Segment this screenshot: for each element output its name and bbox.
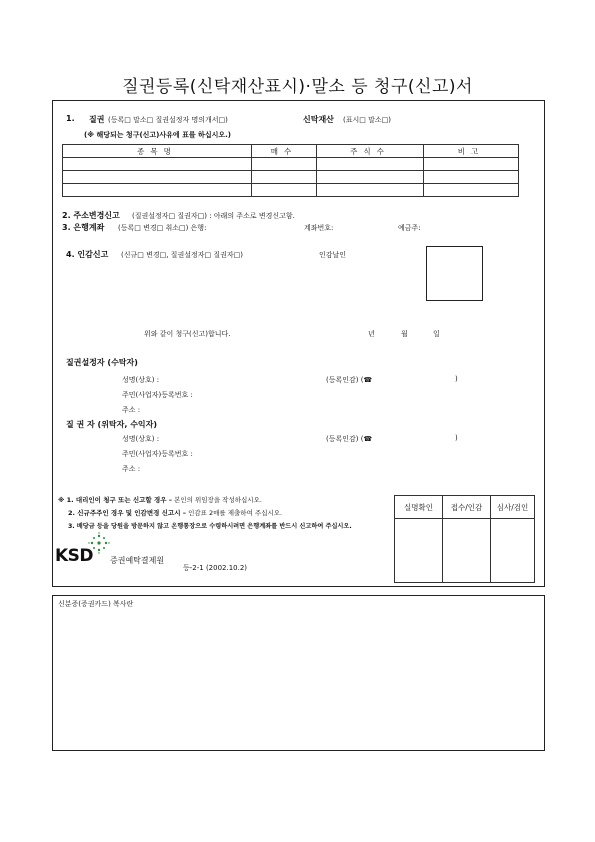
pledgor-heading: 질권설정자 (수탁자) [66,358,138,367]
pledgee-seal-phone: (등록인감) (☎ [326,435,373,443]
sec2-text: (질권설정자□ 질권자□) : 아래의 주소로 변경신고함. [132,212,295,220]
col-count: 매수 [252,145,317,158]
table-row [63,184,519,197]
col-shares: 주식수 [317,145,424,158]
sec4-label: 4. 인감신고 [66,250,109,259]
trust-label: 신탁재산 [303,115,334,124]
pledgee-id-label: 주민(사업자)등록번호 : [122,450,193,458]
pledgor-name-label: 성명(상호) : [122,376,160,384]
id-copy-area[interactable] [52,595,545,751]
seal-stamp-box[interactable] [426,246,483,301]
pledgor-seal-phone: (등록인감) (☎ [326,376,373,384]
pledgee-phone-close: ) [455,434,458,442]
sec3-text: (등록□ 변경□ 취소□) 은행: [118,224,207,232]
date-day: 일 [433,330,440,338]
securities-table [62,144,519,197]
receipt-seal-cell[interactable] [443,519,491,583]
col-receipt-seal: 접수/인감 [443,496,491,519]
table-row [63,158,519,171]
note-2: 2. 신규주주인 경우 및 인감변경 신고시 – 인감표 2매를 제출하여 주십시오. [68,509,283,517]
ksd-logo: KSD [55,546,94,566]
pledgee-heading: 질 권 자 (위탁자, 수익자) [66,420,158,429]
table-row [63,171,519,184]
request-statement: 위와 같이 청구(신고)합니다. [144,330,231,338]
pledgee-name-label: 성명(상호) : [122,435,160,443]
date-month: 월 [401,330,408,338]
id-verification-cell[interactable] [395,519,443,583]
review-approval-cell[interactable] [491,519,535,583]
note-3: 3. 배당금 등을 당원을 방문하지 않고 온행통장으로 수령하시려면 은행계좌를 반드시 신고하여 주십시오. [68,523,352,530]
sec1-options: (등록□ 말소□ 질권설정자 명의개서□) [108,116,228,124]
pledgor-id-label: 주민(사업자)등록번호 : [122,391,193,399]
office-use-table [394,495,535,583]
date-year: 년 [368,330,375,338]
sec3-holder: 예금주: [398,224,421,232]
pledgee-address-label: 주소 : [122,465,141,473]
col-stock-name: 종목명 [63,145,252,158]
sec1-number: 1. [66,114,75,123]
sec2-label: 2. 주소변경신고 [62,211,120,220]
id-copy-label: 신분증(증권카드) 복사란 [58,600,134,608]
sec4-text: (신규□ 변경□, 질권설정자□ 질권자□) [121,251,243,259]
pledgor-address-label: 주소 : [122,406,141,414]
table-header-row [63,145,519,158]
seal-stamp-label: 인감날인 [319,251,347,259]
trust-options: (표시□ 말소□) [343,116,391,124]
form-title: 질권등록(신탁재산표시)·말소 등 청구(신고)서 [122,77,473,97]
pledgor-phone-close: ) [455,375,458,383]
sec3-account: 계좌번호: [304,224,334,232]
col-id-verification: 실명확인 [395,496,443,519]
ksd-org-name: 증권예탁결제원 [110,556,165,565]
col-review-approval: 심사/검인 [491,496,535,519]
sec1-label: 질권 [89,115,105,124]
note-1: ※ 1. 대리인이 청구 또는 신고할 경우 – 본인의 위임장을 작성하십시오. [58,496,262,504]
sec1-note: (※ 해당되는 청구(신고)사유에 표를 하십시오.) [84,131,231,139]
form-code: 등-2-1 (2002.10.2) [183,564,248,572]
sec3-label: 3. 은행계좌 [62,223,105,232]
col-remarks: 비고 [424,145,519,158]
